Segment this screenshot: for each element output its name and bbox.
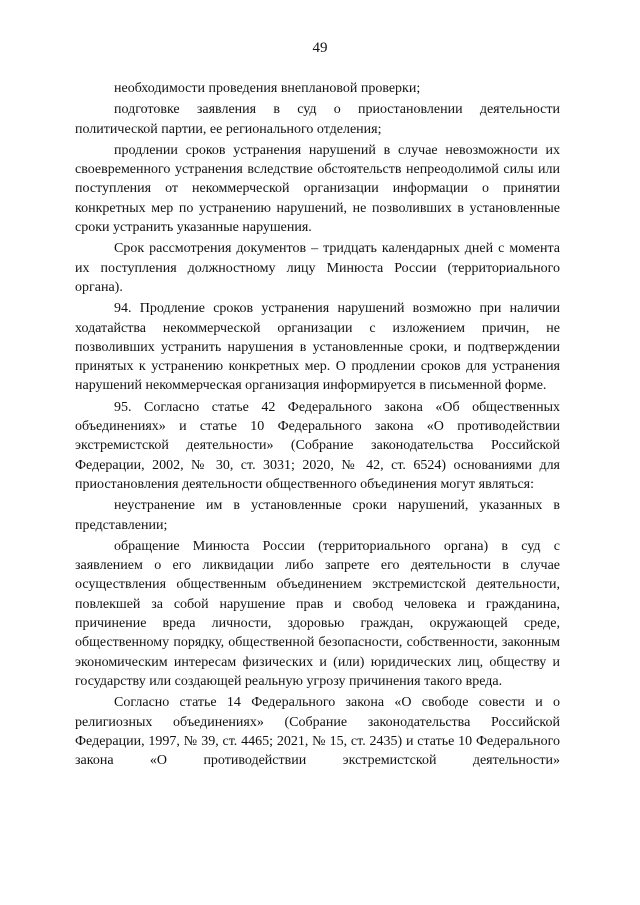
paragraph-item-94: 94. Продление сроков устранения нарушений возможно при наличии ходатайства некоммерческой организации с изложением причин, не позволивших устранить нарушения в установленные сроки, и подтверждении принятых к устранению конкретных мер. О продлении сроков для устранения нарушений некоммерческая организация информируется в письменной форме. (75, 301, 560, 394)
paragraph-court-appeal: обращение Минюста России (территориального органа) в суд с заявлением о его ликвидации либо запрете его деятельности в случае осуществления общественным объединением экстремистской деятельности, повлекшей за собой нарушение прав и свобод человека и гражданина, причинение вреда личности, здоровью граждан, окружающей среде, общественному порядку, общественной безопасности, собственности, законным экономическим интересам физических и (или) юридических лиц, обществу и государству или создающей реальную угрозу причинения такого вреда. (75, 538, 560, 689)
paragraph-item-95: 95. Согласно статье 42 Федерального закона «Об общественных объединениях» и статье 10 Федерального закона «О противодействии экстремистской деятельности» (Собрание законодательства Российской Федерации, 2002, № 30, ст. 3031; 2020, № 42, ст. 6524) основаниями для приостановления деятельности общественного объединения могут являться: (75, 399, 560, 492)
paragraph-inspection-need: необходимости проведения внеплановой проверки; (114, 81, 421, 96)
paragraph-court-application: подготовке заявления в суд о приостановлении деятельности политической партии, ее регионального отделения; (75, 102, 560, 137)
paragraph-deadline-extension: продлении сроков устранения нарушений в случае невозможности их своевременного устранения вследствие обстоятельств непреодолимой силы или поступления от некоммерческой организации информации о принятии конкретных мер по устранению нарушений, не позволивших в установленные сроки устранить указанные нарушения. (75, 142, 560, 236)
paragraph-review-period: Срок рассмотрения документов – тридцать календарных дней с момента их поступления должностному лицу Минюста России (территориального органа). (75, 241, 560, 295)
paragraph-non-elimination: неустранение им в установленные сроки нарушений, указанных в представлении; (75, 498, 560, 533)
page-number: 49 (312, 40, 328, 56)
paragraph-freedom-of-conscience: Согласно статье 14 Федерального закона «О свободе совести и о религиозных объединениях» (Собрание законодательства Российской Федерации, 1997, № 39, ст. 4465; 2021, № 15, ст. 2435) и статье 10 Федерального закона «О противодействии экстремистской деятельности» (75, 695, 560, 769)
document-body (75, 79, 560, 770)
